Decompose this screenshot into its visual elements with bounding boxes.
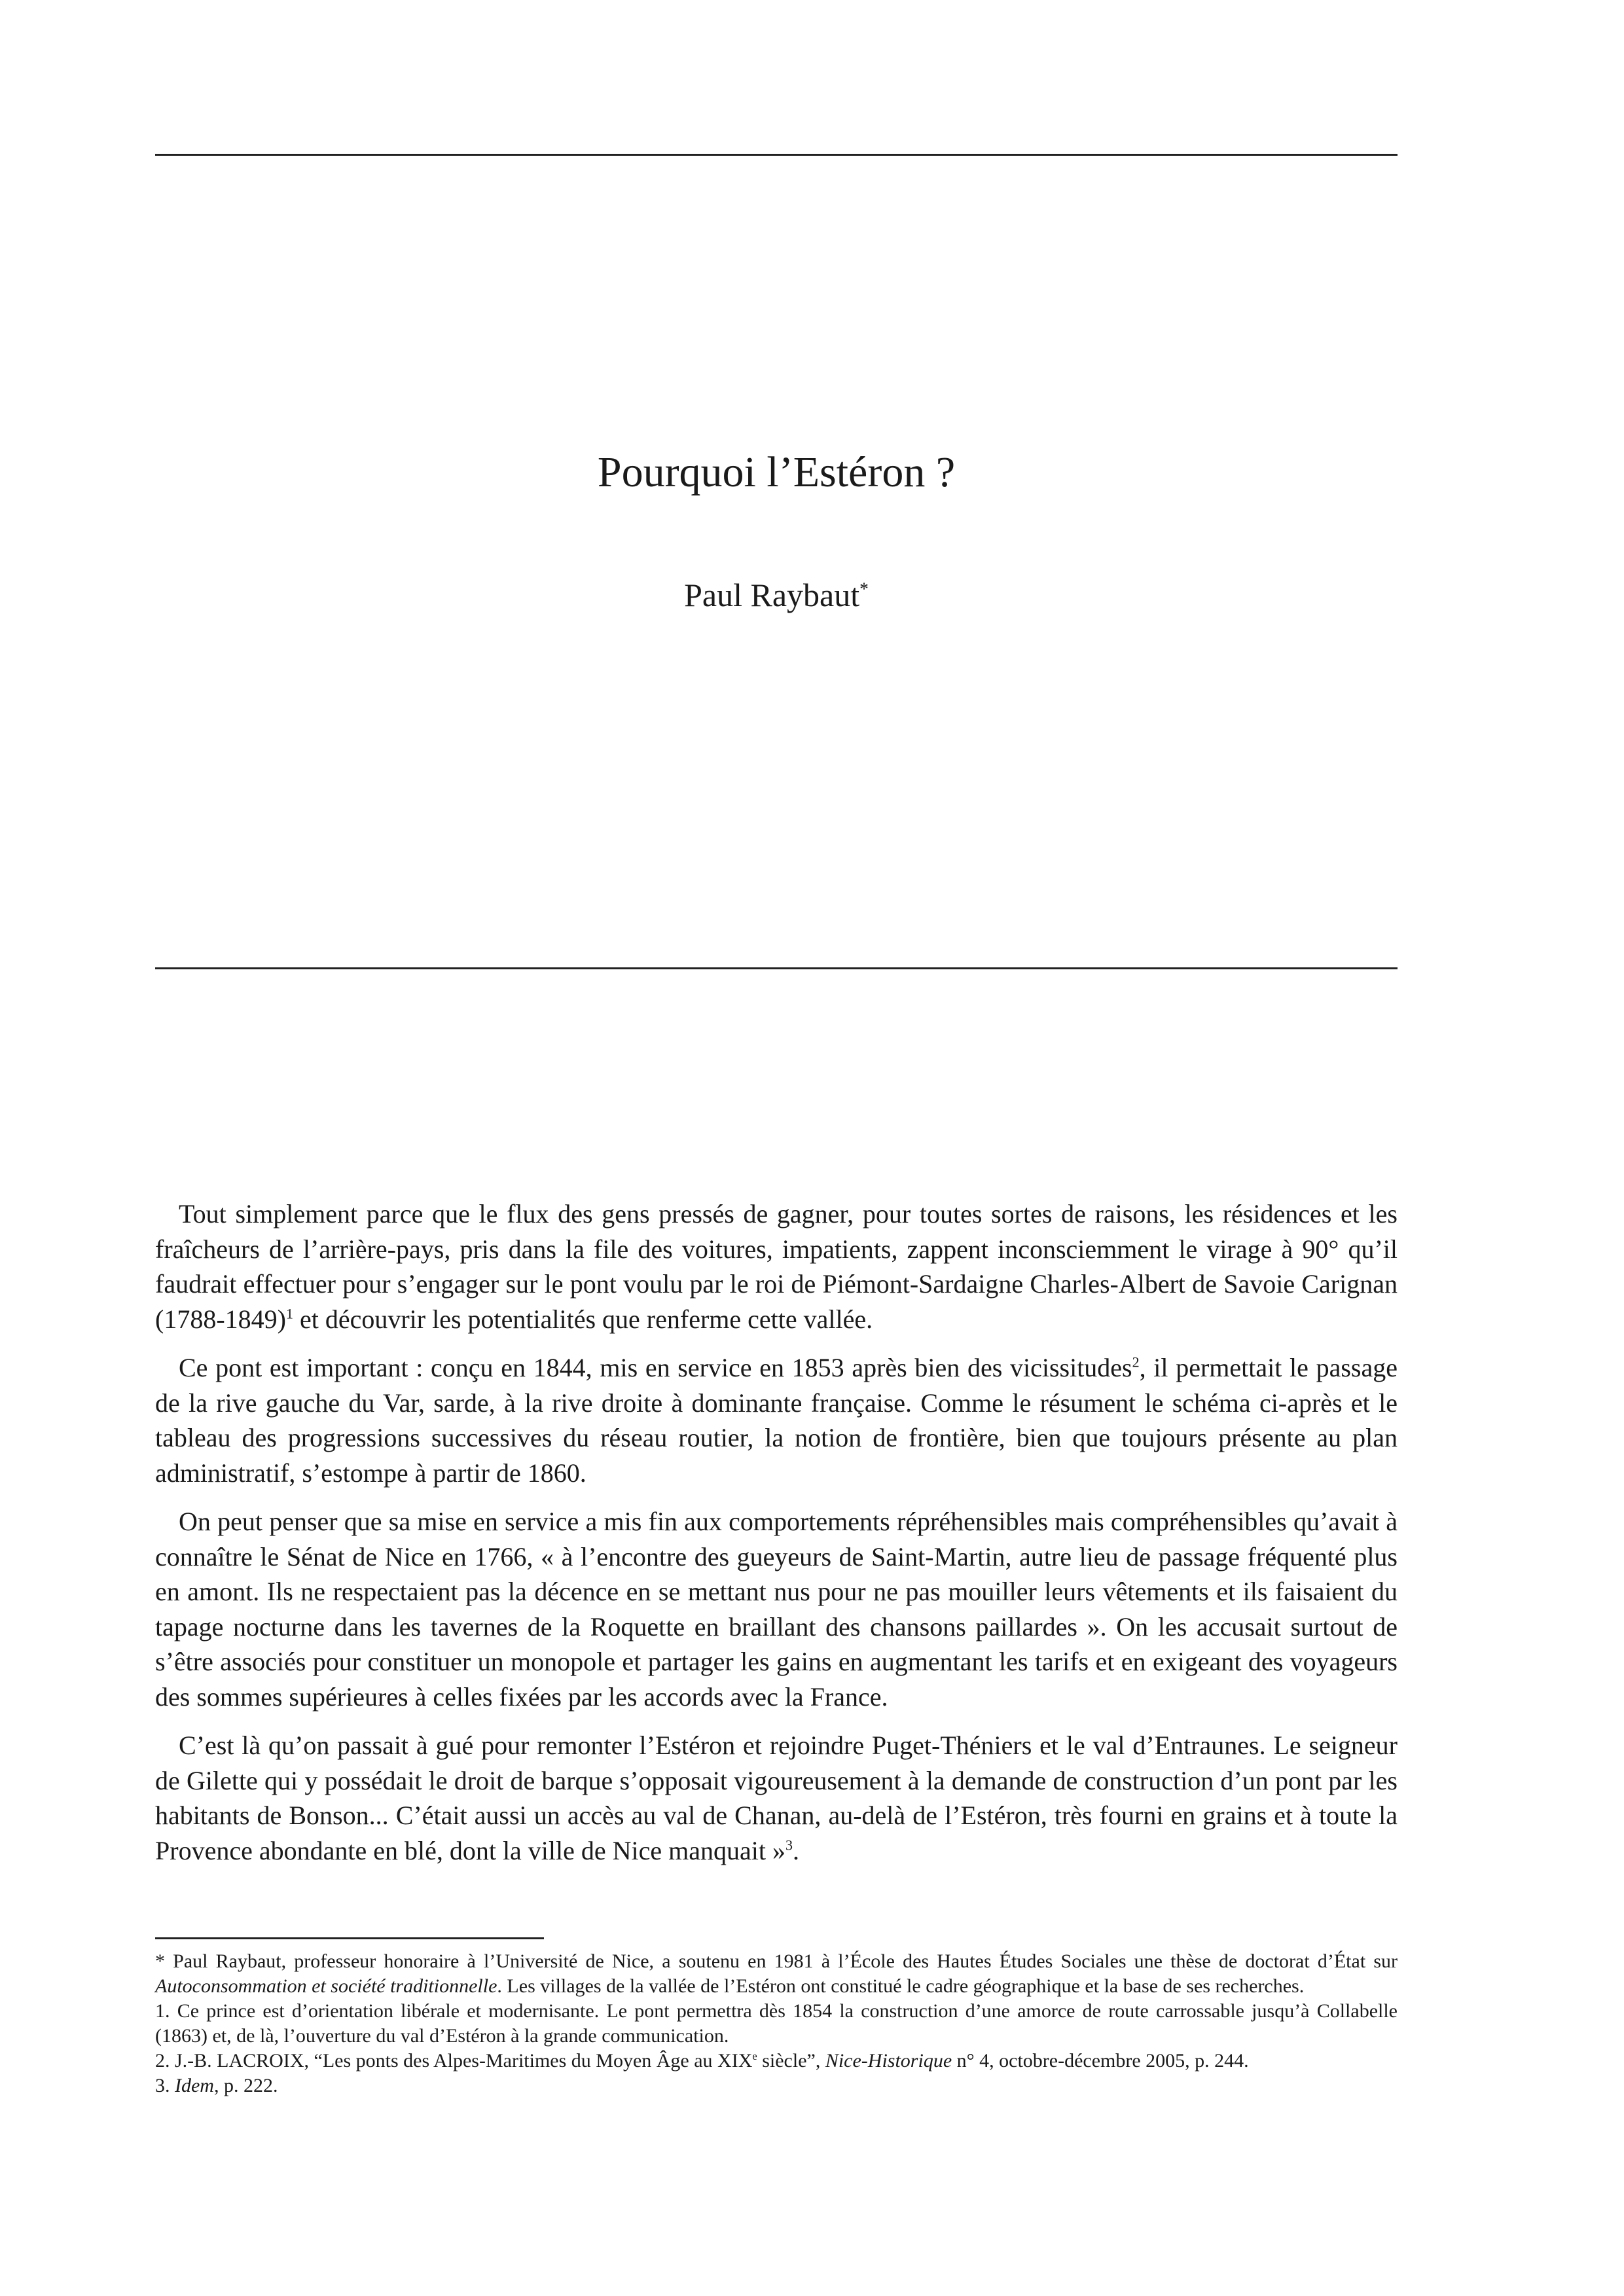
author-footnote-marker[interactable]: * — [859, 578, 869, 599]
footnotes — [155, 1949, 1398, 2098]
article-title: Pourquoi l’Estéron ? — [597, 448, 956, 496]
author-name: Paul Raybaut — [684, 577, 860, 613]
footnote-star: * Paul Raybaut, professeur honoraire à l’Université de Nice, a soutenu en 1981 à l’École des Hautes Études Sociales une thèse de doctorat d’État sur Autoconsommation et société traditionnelle. Les villages de la vallée de l’Estéron ont constitué le cadre géographique et la base de ses recherches. — [155, 1950, 1398, 1997]
title-bottom-rule — [155, 967, 1398, 969]
top-rule — [155, 154, 1398, 156]
article-body — [155, 1196, 1398, 1882]
footnote-2: 2. J.-B. LACROIX, “Les ponts des Alpes-Maritimes du Moyen Âge au XIXe siècle”, Nice-Historique n° 4, octobre-décembre 2005, p. 244. — [155, 2050, 1249, 2072]
paragraph-1: Tout simplement parce que le flux des gens pressés de gagner, pour toutes sortes de raisons, les résidences et les fraîcheurs de l’arrière-pays, pris dans la file des voitures, impatients, zappent inconsciemment le virage à 90° qu’il faudrait effectuer pour s’engager sur le pont voulu par le roi de Piémont-Sardaigne Charles-Albert de Savoie Carignan (1788-1849)$^1$ et découvrir les potentialités que renferme cette vallée. — [155, 1199, 1398, 1334]
footnote-ref-3[interactable]: 3 — [785, 1837, 793, 1854]
footnote-1: 1. Ce prince est d’orientation libérale et modernisante. Le pont permettra dès 1854 la construction d’une amorce de route carrossable jusqu’à Collabelle (1863) et, de là, l’ouverture du val d’Estéron à la grande communication. — [155, 2000, 1398, 2047]
footnote-3: 3. Idem, p. 222. — [155, 2075, 278, 2096]
author-line — [155, 574, 1398, 616]
paragraph-3: On peut penser que sa mise en service a mis fin aux comportements répréhensibles mais compréhensibles qu’avait à connaître le Sénat de Nice en 1766, « à l’encontre des gueyeurs de Saint-Martin, autre lieu de passage fréquenté plus en amont. Ils ne respectaient pas la décence en se mettant nus pour ne pas mouiller leurs vêtements et ils faisaient du tapage nocturne dans les tavernes de la Roquette en braillant des chansons paillardes ». On les accusait surtout de s’être associés pour constituer un monopole et partager les gains en augmentant les tarifs et en exigeant des voyageurs des sommes supérieures à celles fixées par les accords avec la France. — [155, 1507, 1398, 1712]
paragraph-2: Ce pont est important : conçu en 1844, mis en service en 1853 après bien des vicissitudes$^2$, il permettait le passage de la rive gauche du Var, sarde, à la rive droite à dominante française. Comme le résument le schéma ci-après et le tableau des progressions successives du réseau routier, la notion de frontière, bien que toujours présente au plan administratif, s’estompe à partir de 1860. — [155, 1353, 1398, 1488]
footnote-separator — [155, 1937, 544, 1939]
footnote-ref-1[interactable]: 1 — [285, 1305, 293, 1322]
footnote-ref-2[interactable]: 2 — [1132, 1354, 1140, 1371]
paragraph-4: C’est là qu’on passait à gué pour remonter l’Estéron et rejoindre Puget-Théniers et le val d’Entraunes. Le seigneur de Gilette qui y possédait le droit de barque s’opposait vigoureusement à la demande de construction d’un pont par les habitants de Bonson... C’était aussi un accès au val de Chanan, au-delà de l’Estéron, très fourni en grains et à toute la Provence abondante en blé, dont la ville de Nice manquait »$^3$. — [155, 1731, 1398, 1865]
